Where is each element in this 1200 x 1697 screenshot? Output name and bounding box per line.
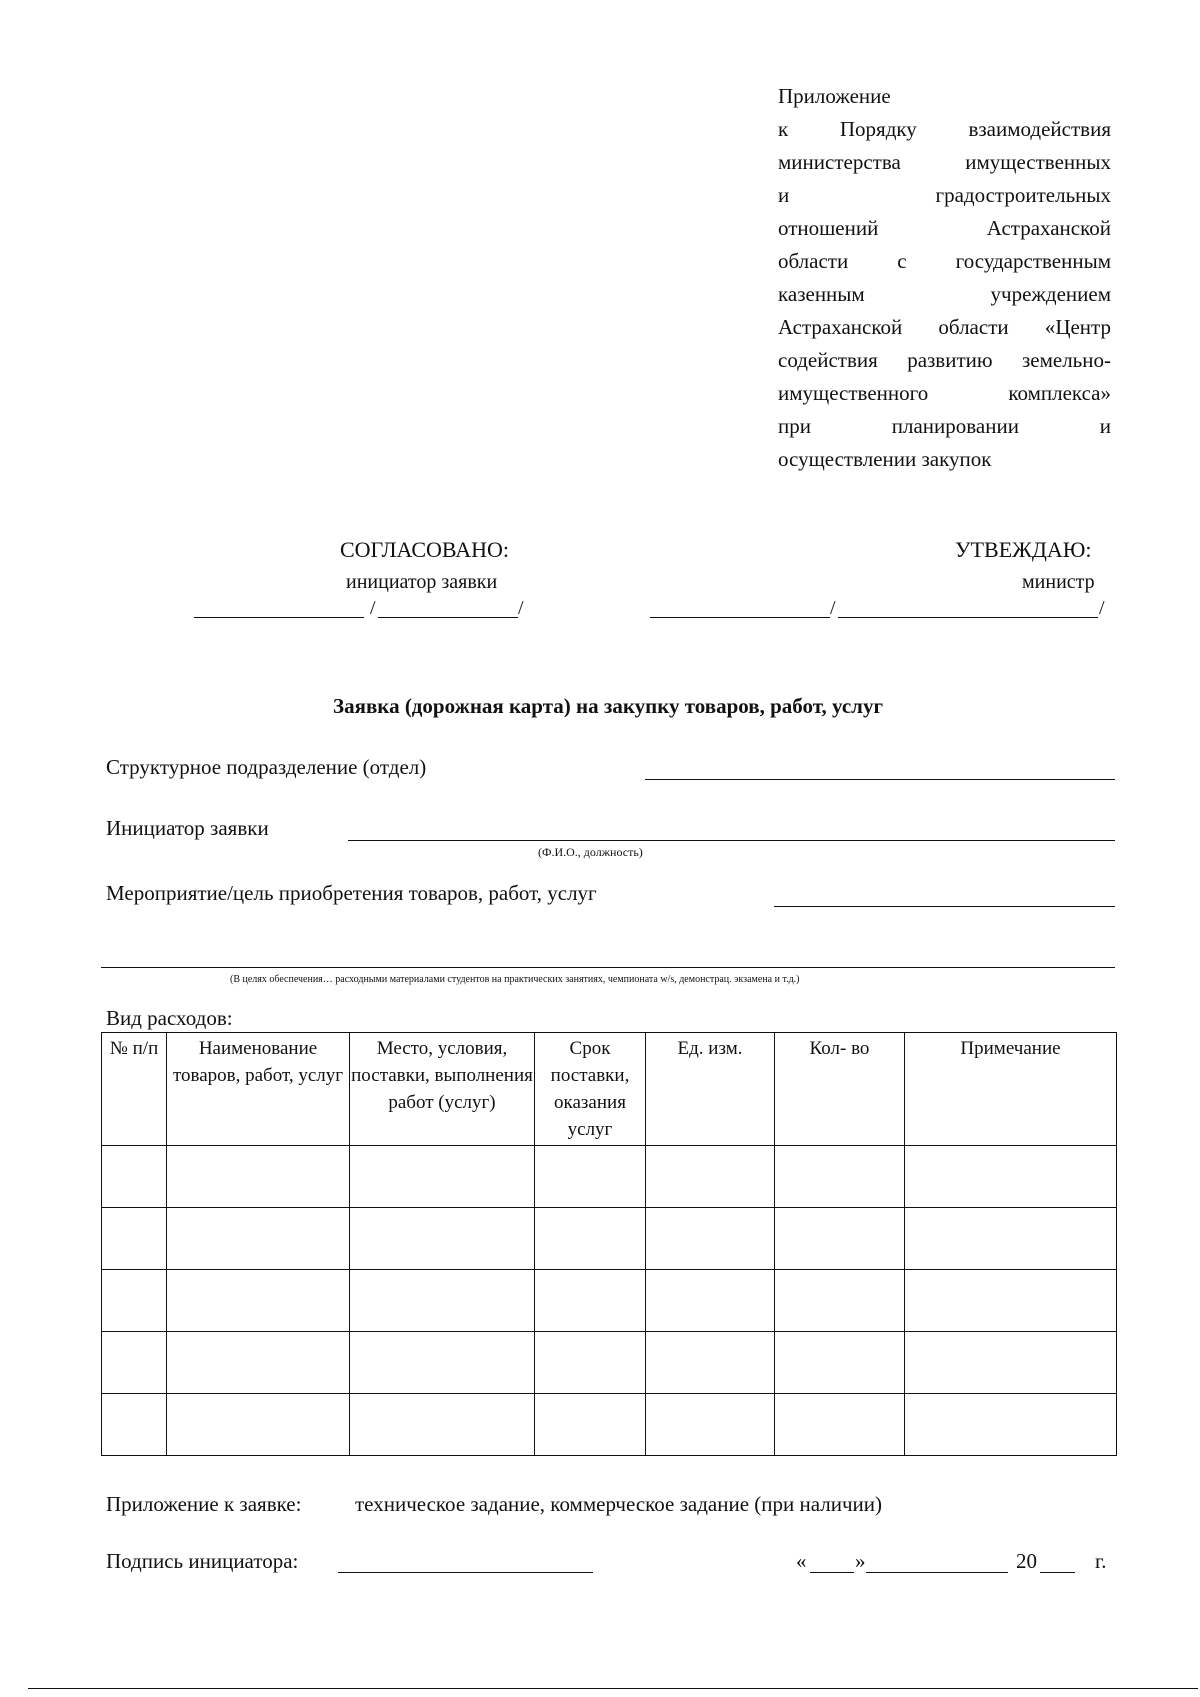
appendix-word: области: [938, 315, 1009, 339]
appendix-word: имущественных: [965, 150, 1111, 174]
appendix-line: [778, 377, 1111, 410]
date-open-quote: «: [796, 1549, 807, 1573]
table-cell[interactable]: [102, 1146, 167, 1208]
appendix-line: [778, 113, 1111, 146]
initiator-label: Инициатор заявки: [106, 816, 269, 840]
attachment-value: техническое задание, коммерческое задание (при наличии): [355, 1492, 882, 1516]
table-cell[interactable]: [775, 1332, 905, 1394]
appendix-note: [778, 80, 1111, 476]
department-label: Структурное подразделение (отдел): [106, 755, 427, 779]
appendix-word: имущественного: [778, 381, 929, 405]
date-close-quote: »: [855, 1549, 866, 1573]
approve-slash-1: /: [830, 597, 836, 619]
table-cell[interactable]: [167, 1208, 350, 1270]
date-month-field[interactable]: [866, 1572, 1008, 1573]
date-day-field[interactable]: [810, 1572, 854, 1573]
table-cell[interactable]: [102, 1394, 167, 1456]
agreed-signature-line[interactable]: [194, 617, 364, 618]
appendix-word: министерства: [778, 150, 901, 174]
agreed-slash-1: /: [370, 597, 376, 619]
date-year-field[interactable]: [1040, 1572, 1075, 1573]
table-cell[interactable]: [350, 1394, 535, 1456]
document-title: Заявка (дорожная карта) на закупку товаров, работ, услуг: [333, 694, 883, 718]
department-field[interactable]: [645, 779, 1115, 780]
table-cell[interactable]: [905, 1332, 1117, 1394]
appendix-word: развитию: [907, 348, 993, 372]
table-cell[interactable]: [167, 1270, 350, 1332]
initiator-hint: (Ф.И.О., должность): [538, 845, 643, 859]
appendix-line: [778, 146, 1111, 179]
agreed-role: инициатор заявки: [346, 571, 498, 593]
table-cell[interactable]: [646, 1208, 775, 1270]
appendix-line: [778, 410, 1111, 443]
table-cell[interactable]: [102, 1208, 167, 1270]
table-cell[interactable]: [167, 1146, 350, 1208]
purpose-field-continuation[interactable]: [101, 967, 1115, 968]
expense-type-label: Вид расходов:: [106, 1006, 233, 1030]
col-header-unit: Ед. изм.: [646, 1033, 775, 1146]
appendix-word: осуществлении закупок: [778, 447, 992, 471]
appendix-word: Приложение: [778, 84, 891, 108]
table-cell[interactable]: [905, 1146, 1117, 1208]
table-cell[interactable]: [350, 1146, 535, 1208]
purpose-label: Мероприятие/цель приобретения товаров, работ, услуг: [106, 881, 597, 905]
table-cell[interactable]: [646, 1146, 775, 1208]
signature-label: Подпись инициатора:: [106, 1549, 299, 1573]
table-cell[interactable]: [167, 1394, 350, 1456]
appendix-word: Порядку: [839, 117, 917, 141]
appendix-word: взаимодействия: [968, 117, 1111, 141]
attachment-label: Приложение к заявке:: [106, 1492, 302, 1516]
appendix-word: учреждением: [990, 282, 1111, 306]
table-header-row: [102, 1033, 1117, 1146]
agreed-title: СОГЛАСОВАНО:: [340, 537, 509, 562]
table-cell[interactable]: [905, 1394, 1117, 1456]
appendix-word: и: [778, 183, 790, 207]
appendix-word: содействия: [778, 348, 878, 372]
appendix-line: [778, 443, 1111, 476]
table-cell[interactable]: [535, 1332, 646, 1394]
signature-field[interactable]: [338, 1572, 593, 1573]
date-year-prefix: 20: [1016, 1549, 1037, 1573]
page-bottom-rule: [28, 1688, 1198, 1689]
appendix-word: с: [897, 249, 907, 273]
appendix-word: области: [778, 249, 849, 273]
table-row: [102, 1146, 1117, 1208]
purpose-hint: (В целях обеспечения… расходными материалами студентов на практических занятиях, чемпионата w/s, демонстрац. экзамена и т.д.): [230, 974, 800, 985]
appendix-line: [778, 80, 1111, 113]
appendix-word: «Центр: [1044, 315, 1111, 339]
appendix-word: Астраханской: [778, 315, 903, 339]
appendix-line: [778, 278, 1111, 311]
approve-role: министр: [1022, 571, 1095, 593]
table-cell[interactable]: [102, 1270, 167, 1332]
table-cell[interactable]: [535, 1146, 646, 1208]
initiator-field[interactable]: [348, 840, 1115, 841]
table-cell[interactable]: [646, 1394, 775, 1456]
col-header-name: Наименование товаров, работ, услуг: [167, 1033, 350, 1146]
date-year-suffix: г.: [1095, 1549, 1107, 1573]
table-row: [102, 1270, 1117, 1332]
table-cell[interactable]: [775, 1270, 905, 1332]
purpose-field[interactable]: [774, 906, 1115, 907]
appendix-word: к: [778, 117, 789, 141]
table-cell[interactable]: [535, 1394, 646, 1456]
appendix-word: комплекса»: [1008, 381, 1111, 405]
table-cell[interactable]: [535, 1270, 646, 1332]
appendix-word: Астраханской: [986, 216, 1111, 240]
table-cell[interactable]: [905, 1270, 1117, 1332]
appendix-line: [778, 344, 1111, 377]
appendix-line: [778, 245, 1111, 278]
table-row: [102, 1208, 1117, 1270]
table-cell[interactable]: [167, 1332, 350, 1394]
table-cell[interactable]: [775, 1208, 905, 1270]
table-cell[interactable]: [646, 1270, 775, 1332]
approve-title: УТВЕЖДАЮ:: [955, 537, 1092, 562]
table-cell[interactable]: [775, 1394, 905, 1456]
table-cell[interactable]: [350, 1270, 535, 1332]
table-cell[interactable]: [775, 1146, 905, 1208]
appendix-word: земельно-: [1021, 348, 1111, 372]
table-cell[interactable]: [102, 1332, 167, 1394]
approve-name-line[interactable]: [838, 617, 1098, 618]
table-cell[interactable]: [350, 1208, 535, 1270]
appendix-word: государственным: [955, 249, 1111, 273]
appendix-line: [778, 212, 1111, 245]
approve-signature-line[interactable]: [650, 617, 830, 618]
items-table: [101, 1032, 1117, 1456]
table-cell[interactable]: [535, 1208, 646, 1270]
appendix-word: градостроительных: [935, 183, 1111, 207]
table-cell[interactable]: [646, 1332, 775, 1394]
col-header-place: Место, условия, поставки, выполнения работ (услуг): [350, 1033, 535, 1146]
col-header-note: Примечание: [905, 1033, 1117, 1146]
appendix-word: планировании: [891, 414, 1019, 438]
appendix-word: казенным: [778, 282, 865, 306]
col-header-qty: Кол- во: [775, 1033, 905, 1146]
appendix-line: [778, 179, 1111, 212]
agreed-name-line[interactable]: [378, 617, 518, 618]
appendix-word: при: [778, 414, 811, 438]
table-cell[interactable]: [905, 1208, 1117, 1270]
appendix-word: и: [1099, 414, 1111, 438]
table-row: [102, 1394, 1117, 1456]
appendix-word: отношений: [778, 216, 879, 240]
table-cell[interactable]: [350, 1332, 535, 1394]
col-header-term: Срок поставки, оказания услуг: [535, 1033, 646, 1146]
approve-slash-2: /: [1099, 597, 1105, 619]
table-row: [102, 1332, 1117, 1394]
appendix-line: [778, 311, 1111, 344]
agreed-slash-2: /: [518, 597, 524, 619]
col-header-number: № п/п: [102, 1033, 167, 1146]
